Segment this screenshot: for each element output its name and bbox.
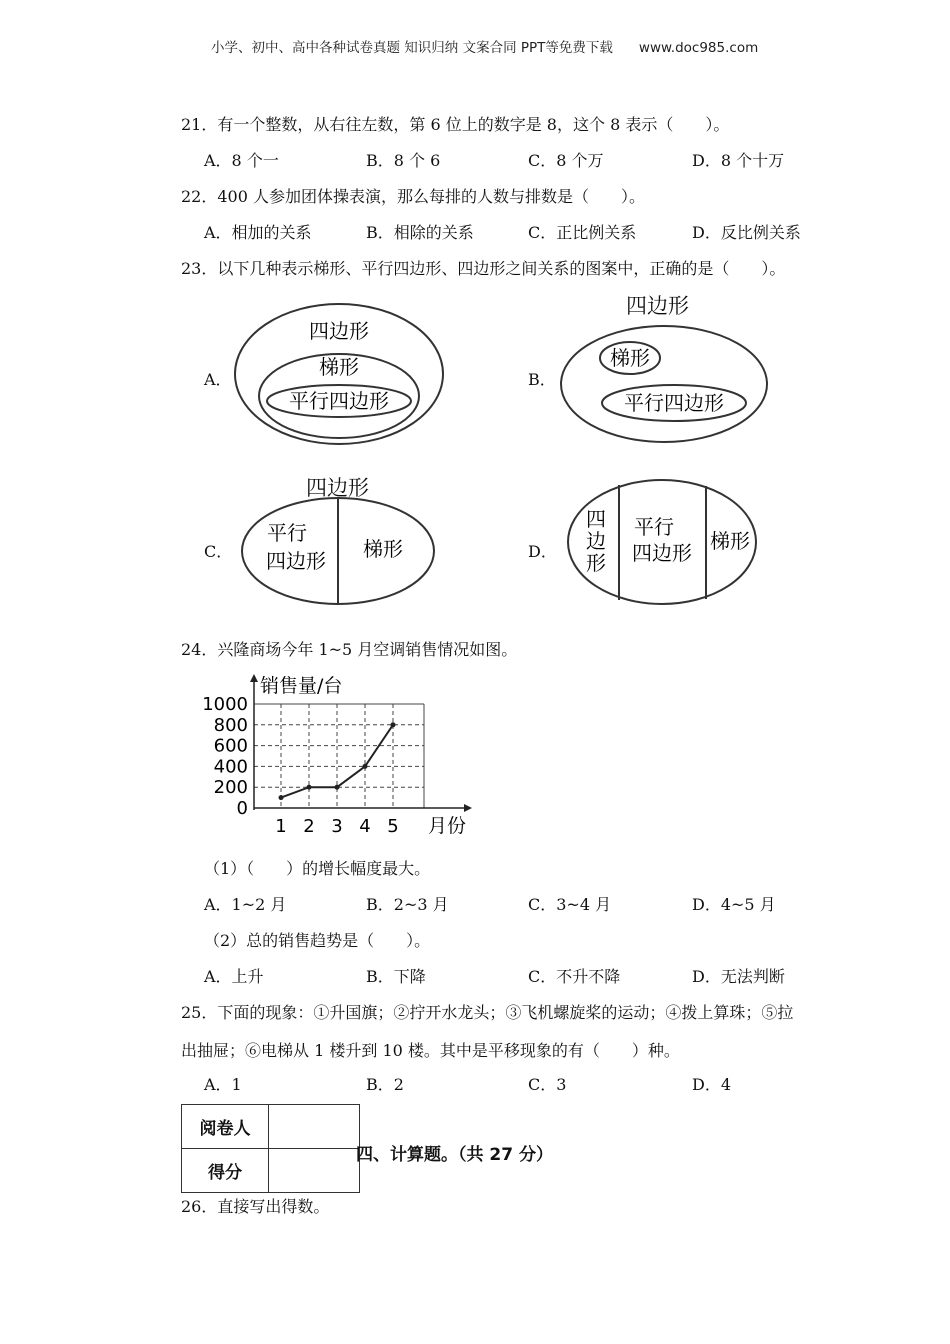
- q26-stem: 26．直接写出得数。: [181, 1197, 330, 1216]
- c-para-text-l2: 四边形: [266, 549, 326, 573]
- q22-option-a[interactable]: A．相加的关系: [204, 223, 312, 242]
- d-quad-char-3: 形: [586, 551, 606, 575]
- q23-label-b[interactable]: B．: [528, 370, 556, 389]
- b-quad-text: 四边形: [626, 294, 689, 318]
- q24-sub1-option-d[interactable]: D．4~5 月: [692, 895, 776, 914]
- q23-diagram-c: [238, 494, 438, 608]
- q25-stem-line1: 25．下面的现象：①升国旗；②拧开水龙头；③飞机螺旋桨的运动；④拨上算珠；⑤拉: [181, 1003, 794, 1022]
- q22-option-b[interactable]: B．相除的关系: [366, 223, 474, 242]
- d-quad-char-1: 四: [586, 507, 606, 531]
- q25-option-c[interactable]: C．3: [528, 1075, 567, 1094]
- q21-option-a[interactable]: A．8 个一: [204, 151, 279, 170]
- data-point: [363, 764, 368, 769]
- x-tick-label: 1: [275, 816, 287, 837]
- q25-stem-line2: 出抽屉；⑥电梯从 1 楼升到 10 楼。其中是平移现象的有（ ）种。: [181, 1041, 680, 1060]
- q24-sub2: （2）总的销售趋势是（ ）。: [204, 931, 431, 950]
- chart-xlabel: 月份: [428, 815, 467, 837]
- q24-sub1: （1）（ ）的增长幅度最大。: [204, 859, 431, 878]
- reviewer-label: 阅卷人: [182, 1105, 269, 1149]
- reviewer-value-cell[interactable]: [269, 1105, 360, 1149]
- chart-grid: [254, 704, 424, 808]
- d-para-text-l1: 平行: [634, 515, 674, 539]
- q21-option-b[interactable]: B．8 个 6: [366, 151, 441, 170]
- chart-tick-labels: [202, 694, 399, 837]
- header-text: 小学、初中、高中各种试卷真题 知识归纳 文案合同 PPT等免费下载: [211, 40, 613, 56]
- y-tick-label: 800: [213, 714, 248, 736]
- sales-line-chart: [198, 670, 488, 842]
- q23-diagram-a: [232, 300, 446, 448]
- page-header: [211, 36, 758, 56]
- q23-diagram-d: [564, 476, 760, 608]
- q23-diagram-b: [558, 322, 770, 446]
- x-axis-arrow: [464, 804, 472, 812]
- q24-sub1-option-b[interactable]: B．2~3 月: [366, 895, 449, 914]
- q25-option-a[interactable]: A．1: [204, 1075, 242, 1094]
- q21-option-d[interactable]: D．8 个十万: [692, 151, 785, 170]
- q23-label-d[interactable]: D．: [528, 542, 557, 561]
- y-tick-label: 1000: [202, 694, 248, 715]
- y-axis-arrow: [250, 674, 258, 682]
- q25-option-d[interactable]: D．4: [692, 1075, 732, 1094]
- a-para-text: 平行四边形: [289, 389, 389, 413]
- x-tick-label: 3: [331, 816, 343, 837]
- y-tick-label: 600: [213, 735, 248, 757]
- q23-label-a[interactable]: A．: [204, 370, 232, 389]
- q22-stem: 22．400 人参加团体操表演，那么每排的人数与排数是（ ）。: [181, 187, 645, 206]
- data-point: [279, 795, 284, 800]
- d-trap-text: 梯形: [710, 529, 750, 553]
- y-tick-label: 200: [213, 777, 248, 799]
- q23-label-c[interactable]: C．: [204, 542, 233, 561]
- b-trap-text: 梯形: [610, 346, 650, 370]
- q24-stem: 24．兴隆商场今年 1~5 月空调销售情况如图。: [181, 640, 518, 659]
- q22-option-d[interactable]: D．反比例关系: [692, 223, 801, 242]
- c-quad-text: 四边形: [306, 476, 369, 500]
- q21-option-c[interactable]: C．8 个万: [528, 151, 604, 170]
- a-trap-text: 梯形: [319, 355, 359, 379]
- y-tick-label: 400: [213, 756, 248, 778]
- b-para-text: 平行四边形: [624, 391, 724, 415]
- header-url[interactable]: www.doc985.com: [638, 40, 759, 56]
- q22-option-c[interactable]: C．正比例关系: [528, 223, 637, 242]
- x-tick-label: 4: [359, 816, 371, 837]
- q23-stem: 23．以下几种表示梯形、平行四边形、四边形之间关系的图案中，正确的是（ ）。: [181, 259, 786, 278]
- d-para-text-l2: 四边形: [632, 541, 692, 565]
- data-point: [391, 722, 396, 727]
- q24-sub2-option-c[interactable]: C．不升不降: [528, 967, 621, 986]
- data-point: [307, 785, 312, 790]
- score-value-cell[interactable]: [269, 1149, 360, 1193]
- d-quad-char-2: 边: [586, 529, 606, 553]
- q24-sub2-option-a[interactable]: A．上升: [204, 967, 264, 986]
- y-tick-label: 0: [236, 798, 248, 819]
- q21-stem: 21．有一个整数，从右往左数，第 6 位上的数字是 8，这个 8 表示（ ）。: [181, 115, 730, 134]
- score-label: 得分: [182, 1149, 269, 1193]
- x-tick-label: 5: [387, 816, 399, 837]
- data-point: [335, 785, 340, 790]
- x-tick-label: 2: [303, 816, 315, 837]
- q24-sub1-option-c[interactable]: C．3~4 月: [528, 895, 612, 914]
- b-quad-ellipse: [561, 326, 767, 442]
- q24-sub2-option-b[interactable]: B．下降: [366, 967, 426, 986]
- q24-sub2-option-d[interactable]: D．无法判断: [692, 967, 785, 986]
- section-4-title: 四、计算题。（共 27 分）: [356, 1145, 553, 1165]
- c-trap-text: 梯形: [363, 537, 403, 561]
- chart-ylabel: 销售量/台: [260, 675, 343, 697]
- q24-sub1-option-a[interactable]: A．1~2 月: [204, 895, 287, 914]
- c-para-text-l1: 平行: [267, 521, 307, 545]
- q25-option-b[interactable]: B．2: [366, 1075, 404, 1094]
- score-box: [181, 1104, 360, 1193]
- a-quad-text: 四边形: [309, 319, 369, 343]
